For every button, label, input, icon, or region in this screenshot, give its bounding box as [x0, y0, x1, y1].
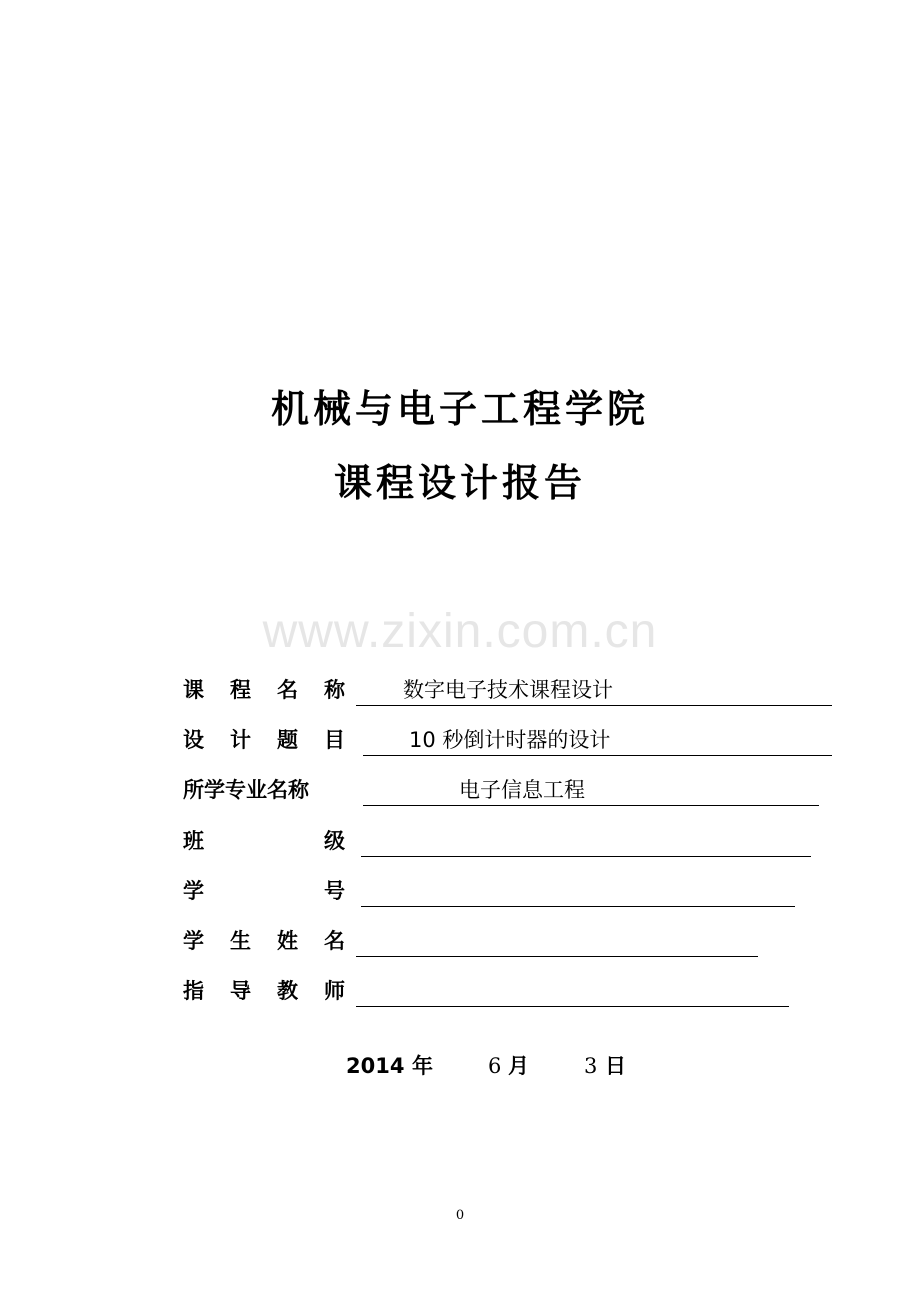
field-label-student-number: [183, 878, 345, 904]
label-char: 名: [324, 928, 345, 953]
field-label-class: [183, 828, 345, 854]
label-char: 题: [277, 727, 298, 752]
institution-title: 机械与电子工程学院: [270, 386, 649, 431]
field-value-course-name: 数字电子技术课程设计: [403, 678, 613, 702]
label-char: 教: [277, 978, 298, 1003]
label-char: 目: [324, 727, 345, 752]
label-char: 计: [230, 727, 251, 752]
label-char: 设: [183, 727, 204, 752]
label-char: 班: [183, 828, 204, 853]
field-label-design-topic: [183, 727, 345, 753]
field-underline: [361, 828, 811, 857]
field-underline: [361, 878, 795, 907]
label-char: 姓: [277, 928, 298, 953]
label-char: 学: [183, 928, 204, 953]
label-char: 名: [277, 677, 298, 702]
field-value-design-topic: 10 秒倒计时器的设计: [409, 728, 611, 752]
field-label-student-name: [183, 928, 345, 954]
date-day-unit: 日: [605, 1054, 626, 1078]
label-char: 级: [324, 828, 345, 853]
label-char: 称: [324, 677, 345, 702]
watermark: www.zixin.com.cn: [262, 605, 658, 658]
date-year: 2014: [346, 1054, 405, 1078]
label-char: 指: [183, 978, 204, 1003]
field-underline: [356, 928, 758, 957]
label-char: 所学专业名称: [183, 777, 309, 802]
report-date: [0, 1052, 920, 1082]
field-value-major: 电子信息工程: [459, 778, 585, 802]
label-char: 学: [183, 878, 204, 903]
label-char: 生: [230, 928, 251, 953]
label-char: 课: [183, 677, 204, 702]
label-char: 程: [230, 677, 251, 702]
field-label-advisor: [183, 978, 345, 1004]
date-month: 6: [488, 1054, 502, 1078]
date-year-unit: 年: [412, 1054, 433, 1078]
page-number: 0: [455, 1208, 465, 1223]
label-char: 师: [324, 978, 345, 1003]
date-day: 3: [584, 1054, 598, 1078]
field-label-course-name: [183, 677, 345, 703]
field-underline: [363, 777, 819, 806]
date-month-unit: 月: [508, 1054, 529, 1078]
report-title: 课程设计报告: [333, 460, 586, 505]
label-char: 导: [230, 978, 251, 1003]
field-underline: [356, 978, 789, 1007]
field-label-major: [183, 777, 345, 803]
label-char: 号: [324, 878, 345, 903]
